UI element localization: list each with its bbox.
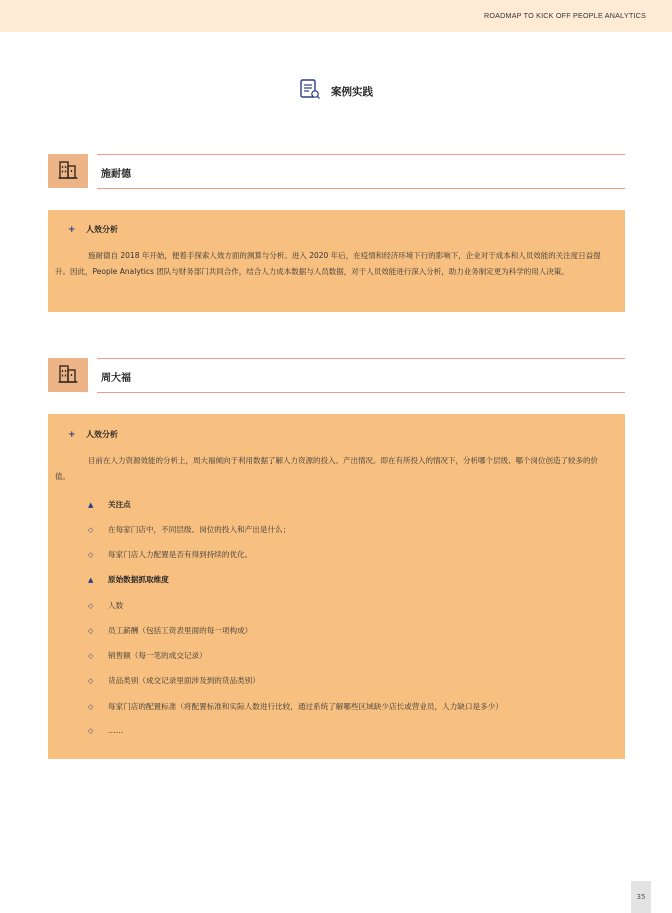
panel-heading xyxy=(68,224,118,235)
list-item-text: 人数 xyxy=(108,601,124,610)
section-title: 施耐德 xyxy=(101,169,131,180)
section-icon-box xyxy=(48,358,88,392)
section-panel-chowtaifook xyxy=(48,414,625,759)
list-item-text: 在每家门店中，不同层级、岗位的投入和产出是什么； xyxy=(108,525,291,534)
building-icon xyxy=(57,362,79,388)
list-item-text: 货品类别（成交记录里面涉及到的货品类别） xyxy=(108,676,260,685)
panel-heading xyxy=(68,429,118,440)
page-number-text: 35 xyxy=(636,893,646,901)
section-header-chowtaifook xyxy=(48,358,625,392)
header-text: ROADMAP TO KICK OFF PEOPLE ANALYTICS xyxy=(483,11,646,20)
diamond-bullet-icon: ◇ xyxy=(88,651,94,660)
page-header-bar xyxy=(0,0,672,32)
list-item xyxy=(88,625,252,636)
doc-title xyxy=(0,78,672,104)
list-item xyxy=(88,600,123,611)
section-rule-bottom xyxy=(97,188,625,189)
list-item-text: …… xyxy=(108,726,124,735)
triangle-bullet-icon: ▲ xyxy=(88,575,94,584)
section-header-schneider xyxy=(48,154,625,188)
diamond-bullet-icon: ◇ xyxy=(88,626,94,635)
section-rule-bottom xyxy=(97,392,625,393)
list-item xyxy=(88,650,207,661)
list-item xyxy=(88,524,290,535)
section-panel-schneider xyxy=(48,210,625,312)
diamond-bullet-icon: ◇ xyxy=(88,601,94,610)
document-checklist-icon xyxy=(299,78,321,104)
list-item-text: 每家门店的配置标准（将配置标准和实际人数进行比较，通过系统了解哪些区域缺少店长或营业员，人力缺口是多少） xyxy=(108,702,503,711)
plus-bullet-icon: + xyxy=(68,224,76,235)
panel-paragraph: 施耐德自 2018 年开始，便着手探索人效方面的测算与分析。进入 2020 年后，在疫情和经济环境下行的影响下，企业对于成本和人员效能的关注度日益提升。因此，People Analytics 团队与财务部门共同合作，结合人力成本数据与人员数据，对于人员效能进行深入分析，助力业务制定更为科学的用人决策。 xyxy=(55,251,601,276)
focus-heading xyxy=(88,499,131,510)
focus-heading-label: 关注点 xyxy=(108,500,131,509)
section-title: 周大福 xyxy=(101,373,131,384)
diamond-bullet-icon: ◇ xyxy=(88,726,94,735)
list-item xyxy=(88,549,252,560)
diamond-bullet-icon: ◇ xyxy=(88,676,94,685)
panel-heading-label: 人效分析 xyxy=(86,225,118,234)
list-item-text: 每家门店人力配置是否有得到持续的优化。 xyxy=(108,550,253,559)
plus-bullet-icon: + xyxy=(68,429,76,440)
section-rule-top xyxy=(97,154,625,155)
list-item xyxy=(88,675,260,686)
list-item xyxy=(88,701,503,712)
list-item-text: 销售额（每一笔的成交记录） xyxy=(108,651,207,660)
dimensions-heading xyxy=(88,574,169,585)
panel-paragraph: 目前在人力资源效能的分析上，周大福倾向于利用数据了解人力资源的投入、产出情况。即在有所投入的情况下，分析哪个层级、哪个岗位创造了较多的价值。 xyxy=(55,456,598,481)
building-icon xyxy=(57,158,79,184)
list-item xyxy=(88,726,123,735)
dimensions-heading-label: 原始数据抓取维度 xyxy=(108,575,169,584)
panel-heading-label: 人效分析 xyxy=(86,430,118,439)
section-icon-box xyxy=(48,154,88,188)
diamond-bullet-icon: ◇ xyxy=(88,525,94,534)
triangle-bullet-icon: ▲ xyxy=(88,500,94,509)
list-item-text: 员工薪酬（包括工资表里面的每一项构成） xyxy=(108,626,253,635)
section-rule-top xyxy=(97,358,625,359)
page-number xyxy=(631,881,651,913)
diamond-bullet-icon: ◇ xyxy=(88,550,94,559)
doc-title-text: 案例实践 xyxy=(331,85,373,98)
diamond-bullet-icon: ◇ xyxy=(88,702,94,711)
